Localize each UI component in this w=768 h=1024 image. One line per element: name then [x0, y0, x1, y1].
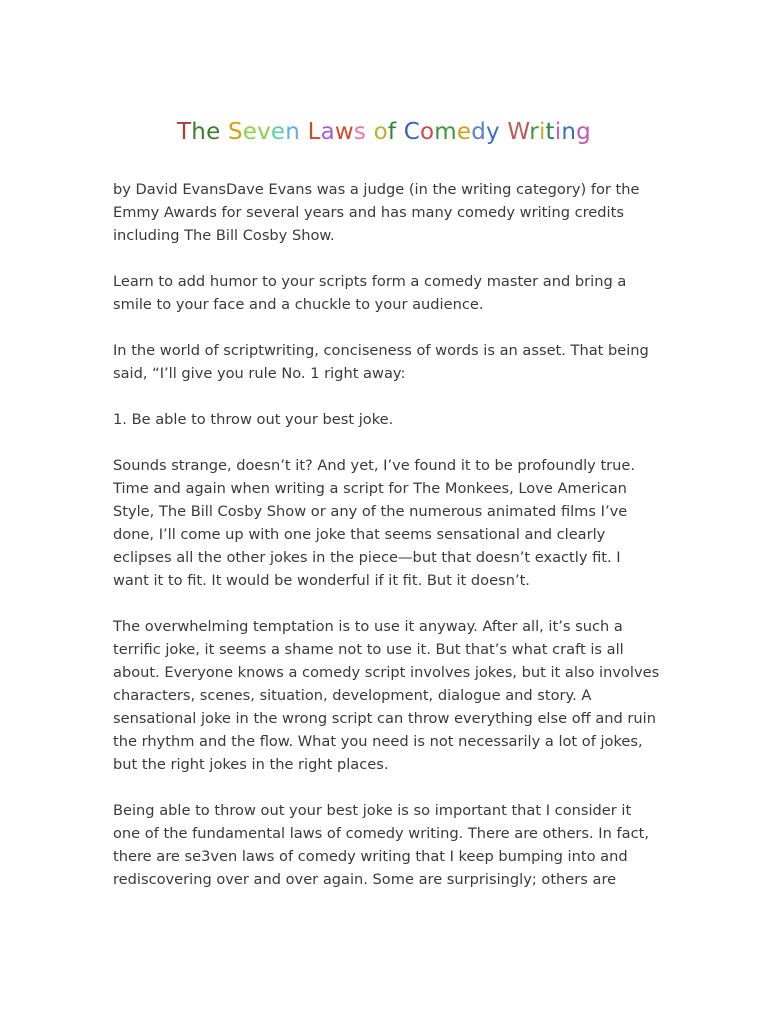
title-letter: f [387, 119, 397, 145]
title-letter: i [538, 119, 546, 145]
title-letter: W [507, 119, 530, 145]
title-text [177, 119, 591, 145]
body-paragraph-2: The overwhelming temptation is to use it anyway. After all, it’s such a terrific joke, it seems a shame not to use it. But that’s what craft is all about. Everyone knows a comedy script involves jokes, but it also involves characters, scenes, situation, development, dialogue and story. A sensational joke in the wrong script can throw everything else off and ruin the rhythm and the flow. What you need is not necessarily a lot of jokes, but the right jokes in the right places. [113, 618, 660, 773]
title-letter: S [227, 119, 243, 145]
intro-paragraph: Learn to add humor to your scripts form a comedy master and bring a smile to your face and a chuckle to your audience. [113, 273, 627, 313]
title-letter: s [353, 119, 367, 145]
title-letter: L [307, 119, 321, 145]
byline-paragraph: by David EvansDave Evans was a judge (in the writing category) for the Emmy Awards for several years and has many comedy writing credits including The Bill Cosby Show. [113, 181, 640, 244]
title-letter: h [191, 119, 207, 145]
title-letter: C [403, 119, 420, 145]
title-letter: w [334, 119, 354, 145]
title-letter: e [242, 119, 258, 145]
title-letter: g [576, 119, 591, 145]
title-letter [366, 119, 374, 145]
title-letter: y [486, 119, 500, 145]
title-letter: a [320, 119, 335, 145]
document-title [0, 116, 768, 148]
title-letter: i [554, 119, 562, 145]
title-letter: n [285, 119, 301, 145]
title-letter [220, 119, 228, 145]
title-letter: o [373, 119, 388, 145]
title-letter: e [206, 119, 221, 145]
title-letter: n [561, 119, 577, 145]
title-letter: t [545, 119, 555, 145]
title-letter: T [177, 119, 192, 145]
title-letter [300, 119, 308, 145]
rule-1-heading: 1. Be able to throw out your best joke. [113, 411, 394, 428]
title-letter: m [434, 119, 457, 145]
body-paragraph-3: Being able to throw out your best joke is so important that I consider it one of the fundamental laws of comedy writing. There are others. In fact, there are se3ven laws of comedy writing that I keep bumping into and rediscovering over and over again. Some are surprisingly; others are [113, 802, 649, 888]
title-letter: d [471, 119, 487, 145]
rule-lead-paragraph: In the world of scriptwriting, conciseness of words is an asset. That being said, “I’ll give you rule No. 1 right away: [113, 342, 649, 382]
title-letter: v [257, 119, 271, 145]
title-letter: o [419, 119, 435, 145]
body-paragraph-1: Sounds strange, doesn’t it? And yet, I’ve found it to be profoundly true. Time and again when writing a script for The Monkees, Love American Style, The Bill Cosby Show or any of the numerous animated films I’ve done, I’ll come up with one joke that seems sensational and clearly eclipses all the other jokes in the piece—but that doesn’t exactly fit. I want it to fit. It would be wonderful if it fit. But it doesn’t. [113, 457, 636, 589]
title-letter: e [270, 119, 286, 145]
document-body [113, 178, 661, 914]
title-letter: e [456, 119, 472, 145]
title-letter: r [529, 119, 539, 145]
title-letter [396, 119, 404, 145]
